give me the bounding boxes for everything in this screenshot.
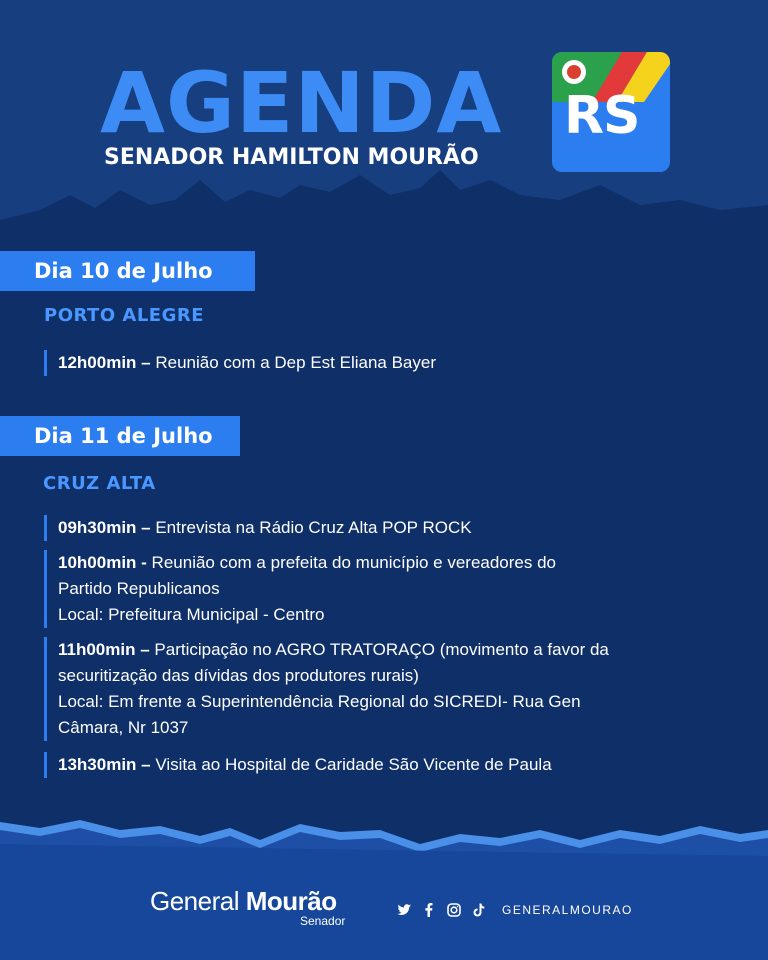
- social-handle[interactable]: GENERALMOURAO: [502, 903, 633, 917]
- event-time: 11h00min: [58, 640, 136, 659]
- event-separator: –: [136, 353, 156, 372]
- page-subtitle: SENADOR HAMILTON MOURÃO: [104, 145, 479, 170]
- event-item: [44, 515, 724, 541]
- event-item: [44, 550, 724, 628]
- event-description: Participação no AGRO TRATORAÇO (movimento a favor da: [154, 640, 609, 659]
- event-description: Visita ao Hospital de Caridade São Vicente de Paula: [155, 755, 552, 774]
- event-time: 12h00min: [58, 353, 137, 372]
- event-location: Local: Em frente a Superintendência Regional do SICREDI- Rua Gen: [58, 692, 581, 711]
- event-description: Reunião com a prefeita do município e vereadores do: [151, 553, 557, 572]
- city-label: CRUZ ALTA: [43, 473, 156, 494]
- event-separator: –: [136, 518, 156, 537]
- day-label: Dia 10 de Julho: [0, 251, 255, 291]
- event-time: 13h30min: [58, 755, 137, 774]
- event-item: [44, 752, 724, 778]
- event-item: [44, 637, 724, 741]
- facebook-icon[interactable]: [421, 902, 437, 918]
- tiktok-icon[interactable]: [471, 902, 487, 918]
- event-description: securitização das dívidas dos produtores rurais): [58, 666, 419, 685]
- social-links: [396, 900, 633, 920]
- footer-logo-name: General Mourão: [150, 886, 337, 916]
- event-description: Entrevista na Rádio Cruz Alta POP ROCK: [155, 518, 472, 537]
- twitter-icon[interactable]: [396, 902, 412, 918]
- event-separator: -: [136, 553, 152, 572]
- event-location: Local: Prefeitura Municipal - Centro: [58, 605, 325, 624]
- city-label: PORTO ALEGRE: [44, 305, 205, 326]
- event-time: 09h30min: [58, 518, 137, 537]
- rs-badge: [552, 52, 670, 172]
- event-description: Partido Republicanos: [58, 579, 220, 598]
- event-description: Reunião com a Dep Est Eliana Bayer: [155, 353, 436, 372]
- bottom-wave-decoration: [0, 800, 768, 960]
- page-title: AGENDA: [100, 54, 503, 152]
- event-separator: –: [136, 755, 156, 774]
- day-label: Dia 11 de Julho: [0, 416, 240, 456]
- event-separator: –: [135, 640, 155, 659]
- footer-logo-role: Senador: [300, 914, 346, 928]
- rs-badge-text: RS: [564, 86, 640, 146]
- event-location: Câmara, Nr 1037: [58, 718, 189, 737]
- event-item: [44, 350, 724, 376]
- event-time: 10h00min: [58, 553, 137, 572]
- instagram-icon[interactable]: [446, 902, 462, 918]
